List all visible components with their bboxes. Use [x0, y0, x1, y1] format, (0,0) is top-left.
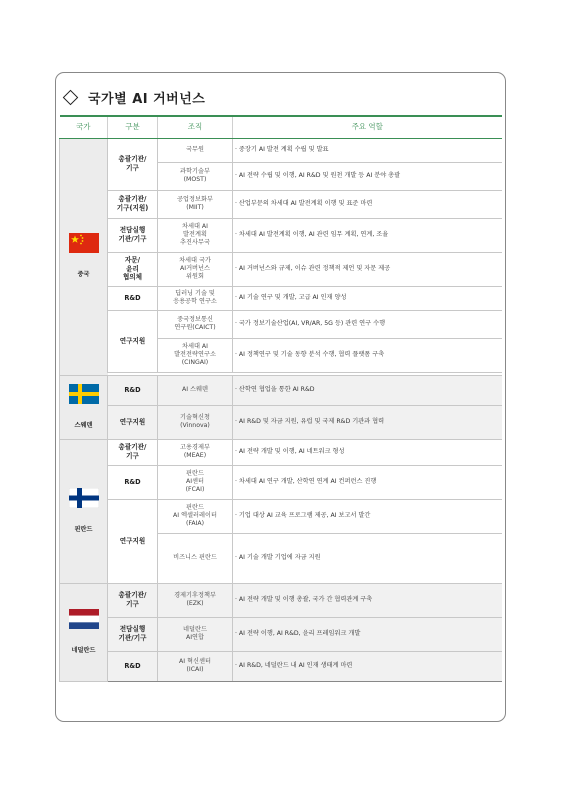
- table-row: [60, 583, 502, 617]
- organization-cell: 과학기술부 (MOST): [158, 162, 233, 190]
- category-cell: R&D: [108, 375, 158, 405]
- diamond-bullet-icon: [63, 89, 79, 105]
- finland-flag-icon: [69, 488, 99, 508]
- header-organization: 조직: [158, 116, 233, 138]
- table-row: [60, 405, 502, 439]
- category-cell: 연구지원: [108, 499, 158, 583]
- header-country: 국가: [60, 116, 108, 138]
- country-cell-china: [60, 138, 108, 375]
- table-row: [60, 286, 502, 310]
- country-name-china: 중국: [77, 271, 90, 279]
- category-cell: 총괄기관/ 기구: [108, 583, 158, 617]
- organization-cell: 기술혁신청 (Vinnova): [158, 405, 233, 439]
- table-row: [60, 252, 502, 286]
- category-cell: R&D: [108, 286, 158, 310]
- country-cell-netherlands: [60, 583, 108, 681]
- organization-cell: 네덜란드 AI연합: [158, 617, 233, 651]
- role-cell: · AI 기술 연구 및 개발, 고급 AI 인재 양성: [233, 286, 502, 310]
- category-cell: R&D: [108, 465, 158, 499]
- role-cell: · 중장기 AI 발전 계획 수립 및 발표: [233, 138, 502, 162]
- header-category: 구분: [108, 116, 158, 138]
- netherlands-flag-icon: [69, 609, 99, 629]
- category-cell: 연구지원: [108, 405, 158, 439]
- role-cell: · 차세대 AI 연구 개발, 산학연 연계 AI 컨퍼런스 진행: [233, 465, 502, 499]
- country-name-netherlands: 네덜란드: [71, 646, 96, 654]
- category-cell: 자문/ 윤리 협의체: [108, 252, 158, 286]
- country-name-sweden: 스웨덴: [74, 421, 93, 429]
- role-cell: · 산학연 협업을 통한 AI R&D: [233, 375, 502, 405]
- role-cell: · AI 전략 개발 및 이행 총괄, 국가 간 협력관계 구축: [233, 583, 502, 617]
- organization-cell: 차세대 국가 AI거버넌스 위원회: [158, 252, 233, 286]
- organization-cell: 핀란드 AI 엑셀러레이터 (FAIA): [158, 499, 233, 533]
- governance-table: [59, 115, 502, 682]
- organization-cell: 딥러닝 기술 및 응용공학 연구소: [158, 286, 233, 310]
- organization-cell: 국무원: [158, 138, 233, 162]
- table-header-row: [60, 116, 502, 138]
- organization-cell: 차세대 AI 발전전략연구소 (CINGAI): [158, 338, 233, 372]
- role-cell: · AI 전략 개발 및 이행, AI 네트워크 형성: [233, 439, 502, 465]
- role-cell: · AI 기술 개발 기업에 자금 지원: [233, 533, 502, 583]
- role-cell: · 산업부문의 차세대 AI 발전계획 이행 및 표준 마련: [233, 190, 502, 218]
- organization-cell: 비즈니스 핀란드: [158, 533, 233, 583]
- header-role: 주요 역할: [233, 116, 502, 138]
- china-flag-icon: [69, 233, 99, 253]
- role-cell: · AI 정책연구 및 기술 동향 분석 수행, 협력 플랫폼 구축: [233, 338, 502, 372]
- role-cell: · AI 전략 이행, AI R&D, 윤리 프레임워크 개발: [233, 617, 502, 651]
- country-name-finland: 핀란드: [74, 525, 93, 533]
- category-cell: 총괄기관/ 기구: [108, 138, 158, 190]
- section-title: [62, 87, 205, 107]
- organization-cell: 경제기후정책부 (EZK): [158, 583, 233, 617]
- organization-cell: 공업정보화부 (MIIT): [158, 190, 233, 218]
- table-row: [60, 190, 502, 218]
- table-row: [60, 310, 502, 338]
- category-cell: 총괄기관/ 기구: [108, 439, 158, 465]
- role-cell: · AI 거버넌스와 규제, 이슈 관련 정책적 제언 및 자문 제공: [233, 252, 502, 286]
- organization-cell: AI 스웨덴: [158, 375, 233, 405]
- category-cell: 연구지원: [108, 310, 158, 372]
- role-cell: · 차세대 AI 발전계획 이행, AI 관련 임무 계획, 연계, 조율: [233, 218, 502, 252]
- organization-cell: 핀란드 AI센터 (FCAI): [158, 465, 233, 499]
- role-cell: · AI R&D 및 자금 지원, 유럽 및 국제 R&D 기관과 협력: [233, 405, 502, 439]
- sweden-flag-icon: [69, 384, 99, 404]
- organization-cell: 중국정보통신 연구원(CAICT): [158, 310, 233, 338]
- table-row: [60, 499, 502, 533]
- category-cell: 총괄기관/ 기구(지원): [108, 190, 158, 218]
- role-cell: · 기업 대상 AI 교육 프로그램 제공, AI 보고서 발간: [233, 499, 502, 533]
- table-row: [60, 218, 502, 252]
- role-cell: · AI R&D, 네덜란드 내 AI 인재 생태계 마련: [233, 651, 502, 681]
- table-row: [60, 617, 502, 651]
- table-row: [60, 465, 502, 499]
- table-row: [60, 138, 502, 162]
- page-title: 국가별 AI 거버넌스: [88, 91, 206, 107]
- category-cell: 전담실행 기관/기구: [108, 617, 158, 651]
- country-cell-finland: [60, 439, 108, 583]
- table-row: [60, 439, 502, 465]
- role-cell: · AI 전략 수립 및 이행, AI R&D 및 원천 개발 등 AI 분야 총괄: [233, 162, 502, 190]
- category-cell: R&D: [108, 651, 158, 681]
- country-cell-sweden: [60, 375, 108, 439]
- table-row: [60, 375, 502, 405]
- role-cell: · 국가 정보기술산업(AI, VR/AR, 5G 등) 관련 연구 수행: [233, 310, 502, 338]
- organization-cell: 고용경제부 (MEAE): [158, 439, 233, 465]
- table-row: [60, 651, 502, 681]
- category-cell: 전담실행 기관/기구: [108, 218, 158, 252]
- organization-cell: 차세대 AI 발전계획 추진사무국: [158, 218, 233, 252]
- organization-cell: AI 혁신센터 (ICAI): [158, 651, 233, 681]
